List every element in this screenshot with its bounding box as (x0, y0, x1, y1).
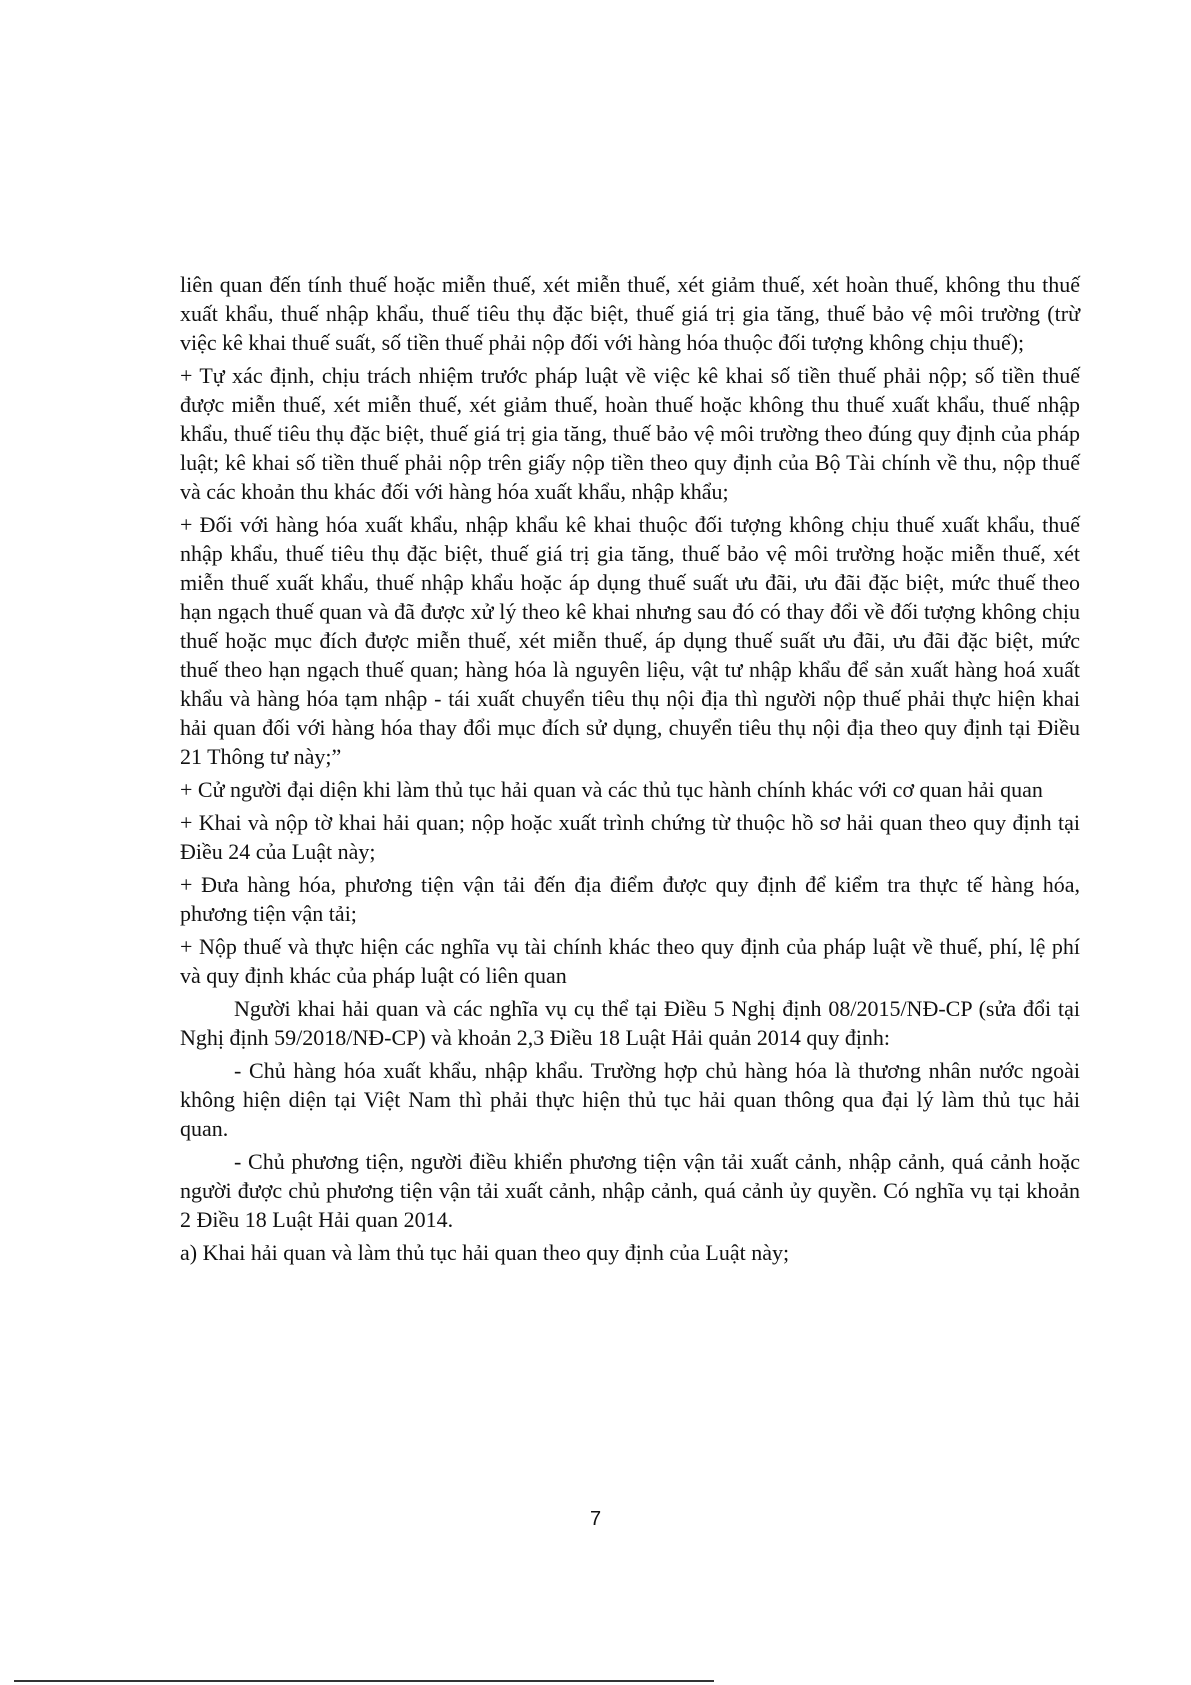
page-number: 7 (589, 1508, 602, 1530)
paragraph-self-declare: + Tự xác định, chịu trách nhiệm trước pháp luật về việc kê khai số tiền thuế phải nộp; số tiền thuế được miễn thuế, xét miễn thuế, xét giảm thuế, hoàn thuế hoặc không thu thuế xuất khẩu, thuế nhập khẩu, thuế tiêu thụ đặc biệt, thuế giá trị gia tăng, thuế bảo vệ môi trường theo đúng quy định của pháp luật; kê khai số tiền thuế phải nộp trên giấy nộp tiền theo quy định của Bộ Tài chính về thu, nộp thuế và các khoản thu khác đối với hàng hóa xuất khẩu, nhập khẩu; (180, 363, 1080, 504)
paragraph-tax-payment: + Nộp thuế và thực hiện các nghĩa vụ tài chính khác theo quy định của pháp luật về thuế, phí, lệ phí và quy định khác của pháp luật có liên quan (180, 934, 1080, 988)
paragraph-goods-owner: - Chủ hàng hóa xuất khẩu, nhập khẩu. Trường hợp chủ hàng hóa là thương nhân nước ngoài không hiện diện tại Việt Nam thì phải thực hiện thủ tục hải quan thông qua đại lý làm thủ tục hải quan. (180, 1058, 1080, 1141)
paragraph-exempt-goods: + Đối với hàng hóa xuất khẩu, nhập khẩu kê khai thuộc đối tượng không chịu thuế xuất khẩu, thuế nhập khẩu, thuế tiêu thụ đặc biệt, thuế giá trị gia tăng, thuế bảo vệ môi trường hoặc miễn thuế, xét miễn thuế xuất khẩu, thuế nhập khẩu hoặc áp dụng thuế suất ưu đãi, ưu đãi đặc biệt, mức thuế theo hạn ngạch thuế quan và đã được xử lý theo kê khai nhưng sau đó có thay đổi về đối tượng không chịu thuế hoặc mục đích được miễn thuế, xét miễn thuế, áp dụng thuế suất ưu đãi, ưu đãi đặc biệt, mức thuế theo hạn ngạch thuế quan; hàng hóa là nguyên liệu, vật tư nhập khẩu để sản xuất hàng hoá xuất khẩu và hàng hóa tạm nhập - tái xuất chuyển tiêu thụ nội địa thì người nộp thuế phải thực hiện khai hải quan đối với hàng hóa thay đổi mục đích sử dụng, chuyển tiêu thụ nội địa theo quy định tại Điều 21 Thông tư này;” (180, 512, 1080, 769)
paragraph-vehicle-owner: - Chủ phương tiện, người điều khiển phương tiện vận tải xuất cảnh, nhập cảnh, quá cảnh hoặc người được chủ phương tiện vận tải xuất cảnh, nhập cảnh, quá cảnh ủy quyền. Có nghĩa vụ tại khoản 2 Điều 18 Luật Hải quan 2014. (180, 1149, 1080, 1232)
paragraph-item-a: a) Khai hải quan và làm thủ tục hải quan theo quy định của Luật này; (180, 1240, 790, 1265)
paragraph-continuation: liên quan đến tính thuế hoặc miễn thuế, xét miễn thuế, xét giảm thuế, xét hoàn thuế, không thu thuế xuất khẩu, thuế nhập khẩu, thuế tiêu thụ đặc biệt, thuế giá trị gia tăng, thuế bảo vệ môi trường (trừ việc kê khai thuế suất, số tiền thuế phải nộp đối với hàng hóa thuộc đối tượng không chịu thuế); (180, 272, 1080, 355)
paragraph-declaration: + Khai và nộp tờ khai hải quan; nộp hoặc xuất trình chứng từ thuộc hồ sơ hải quan theo quy định tại Điều 24 của Luật này; (180, 810, 1080, 864)
paragraph-inspection: + Đưa hàng hóa, phương tiện vận tải đến địa điểm được quy định để kiểm tra thực tế hàng hóa, phương tiện vận tải; (180, 872, 1080, 926)
bottom-divider (14, 1680, 714, 1682)
paragraph-declarant-intro: Người khai hải quan và các nghĩa vụ cụ thể tại Điều 5 Nghị định 08/2015/NĐ-CP (sửa đổi tại Nghị định 59/2018/NĐ-CP) và khoản 2,3 Điều 18 Luật Hải quản 2014 quy định: (180, 996, 1080, 1050)
document-body (180, 270, 1080, 1271)
paragraph-representative: + Cử người đại diện khi làm thủ tục hải quan và các thủ tục hành chính khác với cơ quan hải quan (180, 777, 1043, 802)
